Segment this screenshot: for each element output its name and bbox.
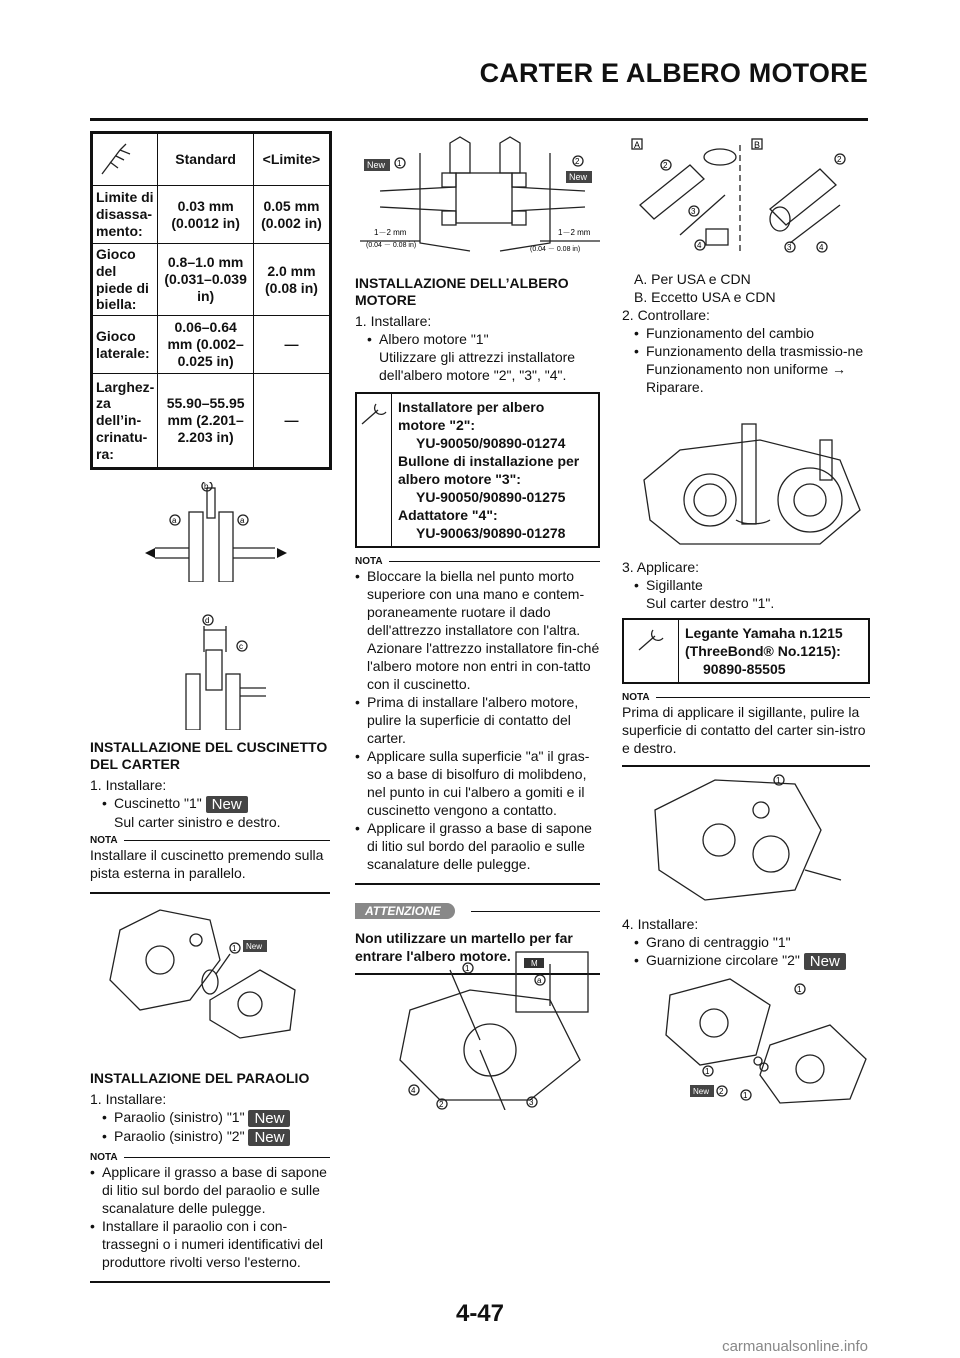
installer-tool-figure bbox=[380, 950, 600, 1110]
dowel-section bbox=[622, 915, 870, 970]
tool-code: YU-90063/90890-01278 bbox=[416, 525, 566, 541]
new-badge: New bbox=[693, 1087, 710, 1096]
new-badge: New bbox=[367, 160, 386, 170]
wrench-icon bbox=[358, 400, 390, 428]
transmission-photo bbox=[640, 420, 865, 548]
oilseal-section bbox=[90, 1070, 330, 1283]
list-item bbox=[90, 794, 330, 813]
gap-right-inch-label: (0.04 － 0.08 in) bbox=[530, 246, 581, 253]
gap-left-label: 1－2 mm bbox=[374, 228, 407, 237]
note-label: NOTA bbox=[355, 556, 383, 567]
legend-b: B. Eccetto USA e CDN bbox=[634, 289, 776, 305]
section-title: INSTALLAZIONE DEL CUSCINETTO DEL CARTER bbox=[90, 739, 328, 772]
section-title: INSTALLAZIONE DELL’ALBERO MOTORE bbox=[355, 275, 569, 308]
col-standard: Standard bbox=[158, 134, 254, 186]
label-2: 2 bbox=[837, 155, 842, 164]
sealant-name-2: (ThreeBond® No.1215): bbox=[685, 643, 841, 659]
caliper-icon bbox=[96, 140, 136, 180]
note-header bbox=[90, 1152, 330, 1163]
step-text: 3. Applicare: bbox=[622, 559, 700, 575]
list-item: • Funzionamento della trasmissio-ne bbox=[622, 342, 870, 360]
note-label: NOTA bbox=[90, 1151, 118, 1163]
tool-code: YU-90050/90890-01275 bbox=[416, 489, 566, 505]
item-subtext: Sul carter sinistro e destro. bbox=[114, 813, 281, 830]
crankshaft-installation-figure bbox=[360, 133, 600, 265]
legend-a: A. Per USA e CDN bbox=[634, 271, 751, 287]
col-limit: <Limite> bbox=[253, 134, 329, 186]
label-a: a bbox=[172, 516, 177, 525]
item-subtext: Utilizzare gli attrezzi installatore dell'albero motore "2", "3", "4". bbox=[379, 349, 576, 383]
step-text: 1. Installare: bbox=[90, 1091, 167, 1107]
label-d: d bbox=[205, 616, 210, 625]
note-text: • Applicare il grasso a base di sapone di litio sul bordo del paraolio e sulle scanalature delle pulegge. bbox=[90, 1163, 330, 1217]
spec-standard: 55.90–55.95 mm (2.201–2.203 in) bbox=[158, 374, 254, 468]
note-text: • Applicare il grasso a base di sapone di litio sul bordo del paraolio e sulle scanalature delle pulegge. bbox=[355, 819, 600, 873]
item-text: Paraolio (sinistro) "2" bbox=[114, 1127, 245, 1144]
caution-text: Non utilizzare un martello per far entrare l'albero motore. bbox=[355, 930, 573, 964]
label-1: 1 bbox=[397, 159, 402, 168]
label-4: 4 bbox=[819, 243, 824, 252]
sealant-section bbox=[622, 558, 870, 767]
spec-table bbox=[92, 133, 330, 468]
note-text: Prima di applicare il sigillante, pulire la superficie di contatto del carter sin-istro e destro. bbox=[622, 704, 866, 756]
label-1: 1 bbox=[776, 776, 781, 785]
label-2: 2 bbox=[719, 1087, 724, 1096]
label-3: 3 bbox=[691, 207, 696, 216]
step-text: 1. Installare: bbox=[90, 777, 167, 793]
header-rule bbox=[90, 118, 868, 121]
tool-icon-cell bbox=[357, 394, 392, 546]
spec-label: Gioco laterale: bbox=[93, 316, 158, 374]
list-item bbox=[622, 951, 870, 970]
label-1: 1 bbox=[465, 964, 470, 973]
spec-limit: — bbox=[253, 316, 329, 374]
new-badge: New bbox=[569, 172, 588, 182]
note-header bbox=[90, 835, 330, 846]
label-a: a bbox=[537, 976, 542, 985]
dowel-oring-figure bbox=[660, 975, 870, 1105]
spec-label: Gioco del piede di biella: bbox=[93, 244, 158, 316]
tool-name: Bullone di installazione per albero motore "3": bbox=[398, 453, 580, 487]
note-header bbox=[355, 556, 600, 567]
new-badge: New bbox=[804, 953, 846, 970]
label-1: 1 bbox=[705, 1067, 710, 1076]
rod-clearance-figure bbox=[170, 612, 270, 730]
list-item: • Funzionamento del cambio bbox=[622, 324, 870, 342]
crankshaft-runout-figure bbox=[145, 482, 295, 582]
list-item bbox=[90, 1127, 330, 1146]
label-b: b bbox=[204, 482, 209, 491]
check-section bbox=[622, 270, 870, 396]
page-number: 4-47 bbox=[455, 1300, 505, 1327]
spec-standard: 0.06–0.64 mm (0.002–0.025 in) bbox=[158, 316, 254, 374]
label-a: a bbox=[240, 516, 245, 525]
sealant-name: Legante Yamaha n.1215 bbox=[685, 625, 843, 641]
measure-icon-cell bbox=[93, 134, 158, 186]
list-item: • Albero motore "1" bbox=[355, 330, 600, 348]
tool-name: Adattatore "4": bbox=[398, 507, 498, 523]
label-m: M bbox=[531, 959, 538, 968]
label-2: 2 bbox=[663, 161, 668, 170]
label-1: 1 bbox=[797, 985, 802, 994]
note-text: • Installare il paraolio con i con-trassegni o i numeri identificativi del produttore rivolti verso l'esterno. bbox=[90, 1217, 330, 1271]
label-2: 2 bbox=[575, 157, 580, 166]
new-badge: New bbox=[206, 796, 248, 813]
section-title: INSTALLAZIONE DEL PARAOLIO bbox=[90, 1070, 310, 1086]
spec-label: Larghez-za dell’in-crinatu-ra: bbox=[93, 374, 158, 468]
label-c: c bbox=[239, 642, 243, 651]
step-text: 4. Installare: bbox=[622, 916, 699, 932]
gap-left-inch-label: (0.04 － 0.08 in) bbox=[366, 242, 417, 249]
sealant-text bbox=[679, 620, 849, 682]
box-a-label: A bbox=[634, 140, 641, 150]
step-text: 1. Installare: bbox=[355, 313, 432, 329]
page-title: CARTER E ALBERO MOTORE bbox=[479, 58, 868, 88]
spec-limit: 0.05 mm (0.002 in) bbox=[253, 186, 329, 244]
special-tool-box bbox=[355, 392, 600, 548]
crankcase-bearing-figure bbox=[100, 900, 300, 1040]
item-subtext: Sul carter destro "1". bbox=[646, 595, 775, 611]
spec-label: Limite di disassa-mento: bbox=[93, 186, 158, 244]
spec-table-box bbox=[90, 131, 332, 470]
sealant-tube-icon bbox=[635, 626, 667, 654]
box-b-label: B bbox=[754, 140, 761, 150]
note-header bbox=[622, 692, 870, 703]
crankcase-sealant-figure bbox=[645, 770, 860, 905]
sealant-code: 90890-85505 bbox=[703, 661, 786, 677]
label-4: 4 bbox=[411, 1086, 416, 1095]
sealant-icon-cell bbox=[624, 620, 679, 682]
spec-limit: 2.0 mm (0.08 in) bbox=[253, 244, 329, 316]
item-subtext: Funzionamento non uniforme → bbox=[646, 361, 846, 377]
label-3: 3 bbox=[529, 1098, 534, 1107]
label-3: 3 bbox=[787, 243, 792, 252]
label-4: 4 bbox=[697, 241, 702, 250]
spec-standard: 0.8–1.0 mm (0.031–0.039 in) bbox=[158, 244, 254, 316]
label-2: 2 bbox=[439, 1100, 444, 1109]
item-text: Guarnizione circolare "2" bbox=[646, 952, 800, 968]
note-label: NOTA bbox=[622, 692, 650, 703]
item-subtext: Riparare. bbox=[646, 379, 704, 395]
item-text: Paraolio (sinistro) "1" bbox=[114, 1109, 245, 1125]
list-item bbox=[90, 1108, 330, 1127]
list-item: • Grano di centraggio "1" bbox=[622, 933, 870, 951]
note-text: • Prima di installare l'albero motore, pulire la superficie di contatto del carter. bbox=[355, 693, 600, 747]
spec-limit: — bbox=[253, 374, 329, 468]
new-badge: New bbox=[246, 942, 263, 951]
new-badge: New bbox=[248, 1129, 290, 1146]
new-badge: New bbox=[248, 1110, 290, 1127]
spec-standard: 0.03 mm (0.0012 in) bbox=[158, 186, 254, 244]
sealant-box bbox=[622, 618, 870, 684]
label-1: 1 bbox=[232, 944, 237, 953]
footer-watermark: carmanualsonline.info bbox=[722, 1338, 868, 1355]
step-text: 2. Controllare: bbox=[622, 307, 710, 323]
gap-right-label: 1－2 mm bbox=[558, 228, 591, 237]
bearing-section bbox=[90, 739, 330, 894]
note-text: • Applicare sulla superficie "a" il gras-so a base di bisolfuro di molibdeno, nel punto in cui l'albero a gomiti e il cuscinetto vengono a contatto. bbox=[355, 747, 600, 819]
tool-name: Installatore per albero motore "2": bbox=[398, 399, 545, 433]
caution-header bbox=[355, 903, 600, 919]
note-text: Installare il cuscinetto premendo sulla pista esterna in parallelo. bbox=[90, 846, 324, 881]
tool-variants-figure bbox=[630, 135, 870, 260]
caution-label: ATTENZIONE bbox=[355, 903, 455, 919]
note-text: • Bloccare la biella nel punto morto superiore con una mano e contem-poraneamente ruotare il dado dell'attrezzo installatore con l'altra. Azionare l'attrezzo installatore fin-ché l'albero motore non entri in con-tatto con il cuscinetto. bbox=[355, 567, 600, 693]
tool-code: YU-90050/90890-01274 bbox=[416, 435, 566, 451]
list-item: • Sigillante bbox=[622, 576, 870, 594]
crankshaft-section bbox=[355, 275, 600, 975]
item-text: Cuscinetto "1" bbox=[114, 795, 202, 811]
tool-text bbox=[392, 394, 598, 546]
note-label: NOTA bbox=[90, 834, 118, 846]
label-1: 1 bbox=[743, 1091, 748, 1100]
